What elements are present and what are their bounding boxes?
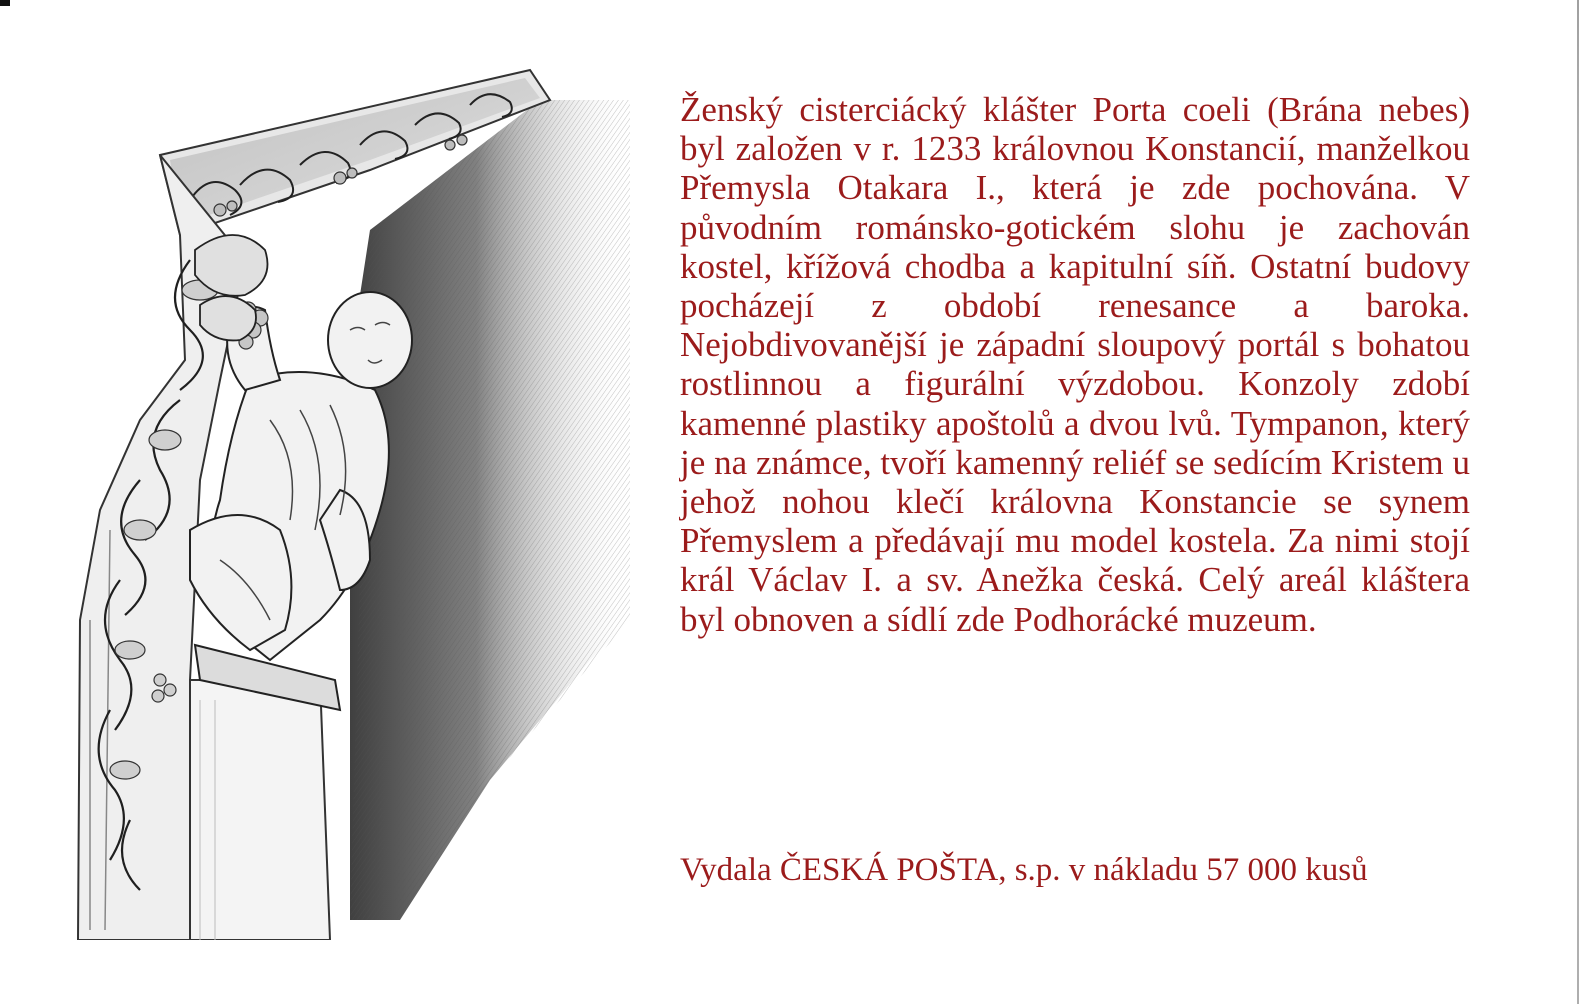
description-paragraph: Ženský cisterciácký klášter Porta coeli (Brána nebes) byl založen v r. 1233 královnou Konstancií, manželkou Přemysla Otakara I., která je zde pochována. V původním románsko-gotickém slohu je zachován kostel, křížová chodba a kapitulní síň. Ostatní budovy pocházejí z období renesance a baroka. Nejobdivovanější je západní sloupový portál s bohatou rostlinnou a figurální výzdobou. Konzoly zdobí kamenné plastiky apoštolů a dvou lvů. Tympanon, který je na známce, tvoří kamenný reliéf se sedícím Kristem u jehož nohou klečí královna Konstancie se synem Přemyslem a předávají mu model kostela. Za nimi stojí král Václav I. a sv. Anežka česká. Celý areál kláštera byl obnoven a sídlí zde Podhorácké muzeum.	[680, 90, 1470, 639]
portal-console-illustration	[70, 60, 650, 940]
scan-edge-line	[1577, 0, 1579, 1004]
description-text-block	[680, 90, 1470, 639]
publisher-line: Vydala ČESKÁ POŠTA, s.p. v nákladu 57 000 kusů	[680, 852, 1368, 888]
scan-corner-mark	[0, 0, 10, 6]
